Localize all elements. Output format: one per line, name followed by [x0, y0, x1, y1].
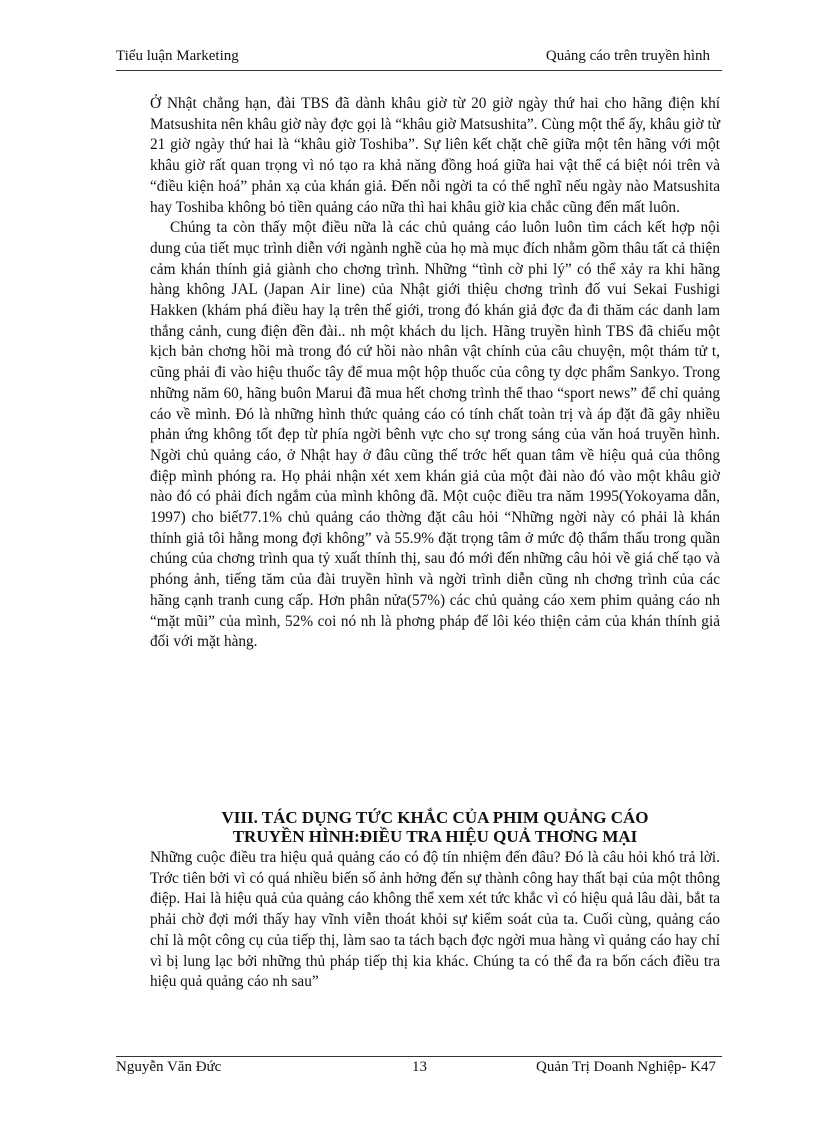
- footer-author: Nguyễn Văn Đức: [116, 1059, 222, 1075]
- section-heading-line-2: TRUYỀN HÌNH:ĐIỀU TRA HIỆU QUẢ THƠNG MẠI: [232, 827, 638, 846]
- paragraph-2: Chúng ta còn thấy một điều nữa là các chủ quảng cáo luôn luôn tìm cách kết hợp nội dung của tiết mục trình diễn với ngành nghề của họ mà mục đích nhằm gồm thâu tất cả thiện cảm khán thính giả giành cho chơng trình. Những “tình cờ phi lý” có thể xảy ra khi hãng hàng không JAL (Japan Air line) của Nhật giới thiệu chơng trình đố vui Sekai Fushigi Hakken (khám phá điều hay lạ trên thế giới, trong đó khán giả đợc đa đi thăm các danh lam thắng cảnh, cung điện đền đài.. nh một khách du lịch. Hãng truyền hình TBS đã chiếu một kịch bản chơng hồi mà trong đó cứ hồi nào nhân vật chính của câu chuyện, một thám tử t, cũng phải đi vào hiệu thuốc tây để mua một hộp thuốc của công ty dợc phẩm Sankyo. Trong những năm 60, hãng buôn Marui đã mua hết chơng trình thể thao “sport news” để chỉ quảng cáo về mình. Đó là những hình thức quảng cáo có tính chất toàn trị và áp đặt đã gây nhiều phản ứng không tốt đẹp từ phía ngời bênh vực cho sự trong sáng của văn hoá truyền hình. Ngời chủ quảng cáo, ở Nhật hay ở đâu cũng thế trớc hết quan tâm về hiệu quả của thông điệp mình phóng ra. Họ phải nhận xét xem khán giả của một đài nào đó vào một khâu giờ nào đó có phải đích ngắm của mình không đã. Một cuộc điều tra năm 1995(Yokoyama dẫn, 1997) cho biết77.1% chủ quảng cáo thờng đặt câu hỏi “Những ngời này có phải là khán thính giả tôi hằng mong đợi không” và 55.9% đặt trọng tâm ở mức độ thẩm thấu trong quần chúng của chơng trình qua tỷ xuất thính thị, sau đó mới đến những câu hỏi về giá chế tạo và phóng ảnh, tiếng tăm của đài truyền hình và ngời trình diễn cũng nh chơng trình của các hãng cạnh tranh cung cấp. Hơn phân nửa(57%) các chủ quảng cáo xem phim quảng cáo nh “mặt mũi” của mình, 52% coi nó nh là phơng pháp để lôi kéo thiện cảm của khán thính giả đối với mặt hàng.: [150, 219, 720, 651]
- header-right-title: Quảng cáo trên truyền hình: [545, 48, 710, 64]
- section-body: [150, 848, 720, 993]
- page-footer: [116, 1059, 716, 1081]
- page-number: 13: [412, 1059, 427, 1075]
- paragraph-1: Ở Nhật chẳng hạn, đài TBS đã dành khâu giờ từ 20 giờ ngày thứ hai cho hãng điện khí Matsushita nên khâu giờ này đợc gọi là “khâu giờ Matsushita”. Cùng một thể ấy, khâu giờ từ 21 giờ ngày thứ hai là “khâu giờ Toshiba”. Sự liên kết chặt chẽ giữa một tên hãng với một khâu giờ rất quan trọng vì nó tạo ra khả năng đồng hoá giữa hai vật thể cá biệt nói trên và “điều kiện hoá” phản xạ của khán giả. Đến nỗi ngời ta có thể nghĩ nếu ngày nào Matsushita hay Toshiba không bỏ tiền quảng cáo nữa thì hai khâu giờ kia chắc cũng đến mất luôn.: [150, 95, 720, 216]
- footer-course: Quản Trị Doanh Nghiệp- K47: [536, 1059, 716, 1075]
- header-left-title: Tiểu luận Marketing: [116, 48, 239, 64]
- section-heading: [150, 808, 720, 846]
- header-divider: [116, 70, 722, 71]
- page-header: [116, 48, 710, 70]
- section-paragraph: Những cuộc điều tra hiệu quả quảng cáo có độ tín nhiệm đến đâu? Đó là câu hỏi khó trả lời. Trớc tiên bởi vì có quá nhiều biến số ảnh hởng đến sự thành công hay thất bại của một thông điệp. Hai là hiệu quả của quảng cáo không thể xem xét tức khắc vì có hiệu quả lâu dài, bắt ta phải chờ đợi mới thấy hay vĩnh viễn thoát khỏi sự kiểm soát của ta. Cuối cùng, quảng cáo chỉ là một công cụ của tiếp thị, làm sao ta tách bạch đợc ngời mua hàng vì quảng cáo hay chỉ vì bị lung lạc bởi những thủ pháp tiếp thị kia khác. Chúng ta có thể đa ra bốn cách điều tra hiệu quả quảng cáo nh sau”: [150, 849, 720, 991]
- section-heading-line-1: VIII. TÁC DỤNG TỨC KHẮC CỦA PHIM QUẢNG CÁO: [221, 808, 649, 827]
- footer-divider: [116, 1056, 722, 1057]
- body-text: [150, 94, 720, 653]
